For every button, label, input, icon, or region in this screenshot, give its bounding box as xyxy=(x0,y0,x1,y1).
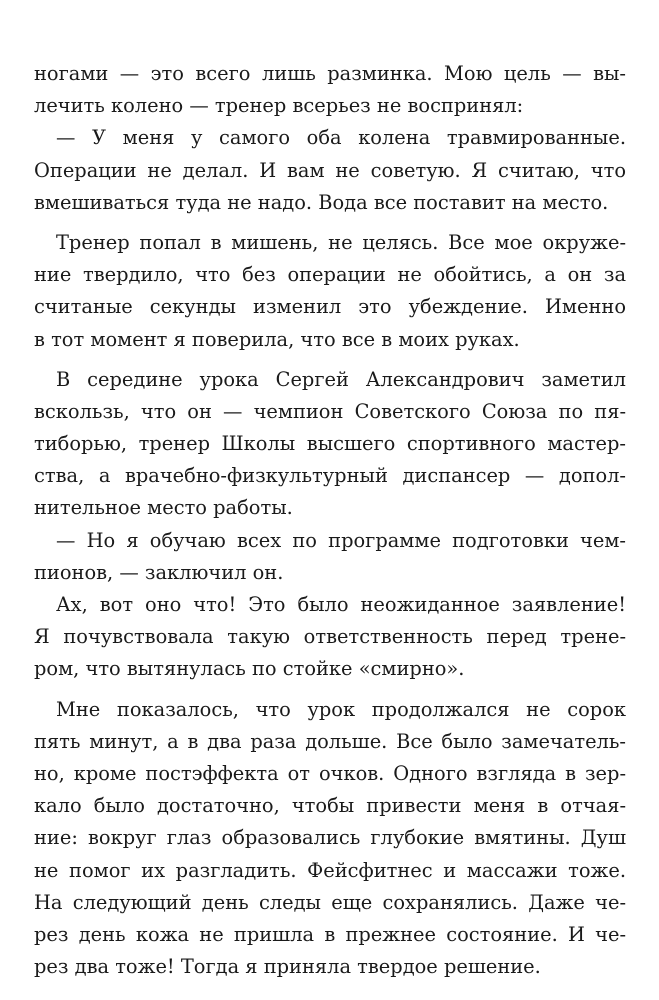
text-line: ние: вокруг глаз образовались глубокие вмятины. Душ xyxy=(34,826,626,850)
text-line: рез день кожа не пришла в прежнее состояние. И че- xyxy=(34,922,626,946)
text-line: не помог их разгладить. Фейсфитнес и массажи тоже. xyxy=(34,858,626,882)
paragraph xyxy=(34,525,626,589)
text-line: ногами — это всего лишь разминка. Мою цель — вы- xyxy=(34,62,626,85)
text-line: ства, а врачебно-физкультурный диспансер — допол- xyxy=(34,464,626,488)
text-line: пять минут, а в два раза дольше. Все было замечатель- xyxy=(34,729,626,753)
text-line: но, кроме постэффекта от очков. Одного взгляда в зер- xyxy=(34,761,626,785)
text-line: вскользь, что он — чемпион Советского Союза по пя- xyxy=(34,399,626,423)
text-line: лечить колено — тренер всерьез не воспринял: xyxy=(34,94,524,118)
text-line: Операции не делал. И вам не советую. Я считаю, что xyxy=(34,158,626,182)
paragraph xyxy=(34,364,626,525)
text-line: Тренер попал в мишень, не целясь. Все мое окруже- xyxy=(56,230,626,254)
text-line: тиборью, тренер Школы высшего спортивного мастер- xyxy=(34,432,626,456)
text-line: На следующий день следы еще сохранялись. Даже че- xyxy=(34,890,626,914)
text-line: Я почувствовала такую ответственность перед трене- xyxy=(34,625,626,649)
text-line: ром, что вытянулась по стойке «смирно». xyxy=(34,657,465,681)
paragraph xyxy=(34,694,626,984)
text-line: нительное место работы. xyxy=(34,496,293,520)
text-line: В середине урока Сергей Александрович заметил xyxy=(56,367,626,391)
text-line: считаные секунды изменил это убеждение. Именно xyxy=(34,295,626,319)
paragraph xyxy=(34,227,626,356)
paragraph xyxy=(34,58,626,122)
text-line: — У меня у самого оба колена травмированные. xyxy=(56,126,626,150)
text-line: Ах, вот оно что! Это было неожиданное заявление! xyxy=(56,593,626,616)
text-line: пионов, — заключил он. xyxy=(34,560,284,584)
text-line: в тот момент я поверила, что все в моих руках. xyxy=(34,327,520,351)
text-line: ние твердило, что без операции не обойтись, а он за xyxy=(34,263,626,287)
page-text xyxy=(34,58,626,983)
text-line: Мне показалось, что урок продолжался не сорок xyxy=(56,697,626,721)
text-line: рез два тоже! Тогда я приняла твердое решение. xyxy=(34,955,541,979)
text-line: вмешиваться туда не надо. Вода все поставит на место. xyxy=(34,190,609,214)
text-line: — Но я обучаю всех по программе подготовки чем- xyxy=(56,528,626,552)
text-line: кало было достаточно, чтобы привести меня в отчая- xyxy=(34,794,626,818)
paragraph xyxy=(34,589,626,686)
paragraph xyxy=(34,122,626,219)
